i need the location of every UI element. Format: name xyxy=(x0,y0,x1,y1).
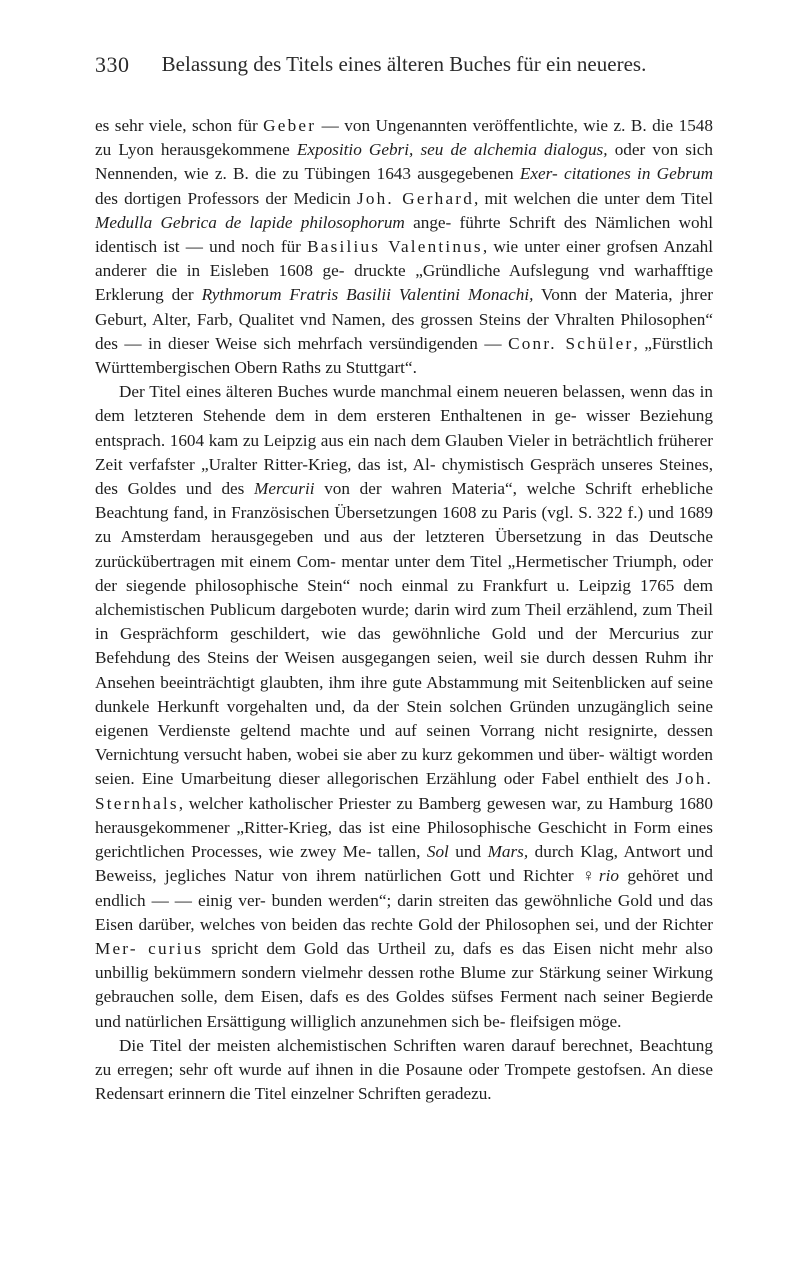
page-number: 330 xyxy=(95,52,130,77)
spaced-name: Joh. Sternhals xyxy=(95,769,713,813)
text-run: Die Titel der meisten alchemistischen Schriften waren darauf berechnet, Beachtung zu erregen; sehr oft wurde auf ihnen in die Posaune oder Trompete gestofsen. An diese Redensart erinnern die Titel einzelner Schriften geradezu. xyxy=(95,1035,713,1104)
text-run: durch Klag, Antwort und Beweiss, jegliches Natur von ihrem natürlichen Gott und Richter xyxy=(95,842,714,886)
text-run: Vonn der Materia, jhrer Geburt, Alter, Farb, Qualitet vnd Namen, des grossen Steins der Vhralten Philosophen“ des — in dieser Weise sich mehrfach versündigenden — xyxy=(95,285,714,353)
text-run: spricht dem Gold das Urtheil zu, dafs es das Eisen nicht mehr also unbillig bekümmern sondern vielmehr dessen rothe Blume zur Stärkung seiner Wirkung gebrauchen solle, dem Eisen, dafs es des Goldes süfses Ferment nach seiner Begierde und natürlichen Ersättigung williglich anzunehmen sich be- fleifsigen möge. xyxy=(95,938,713,1031)
spaced-name: Joh. Gerhard xyxy=(356,188,474,208)
italic-title: Mercurii xyxy=(254,479,315,499)
text-run: , mit welchen die unter dem Titel xyxy=(474,188,713,208)
text-run: ange- führte Schrift des Nämlichen wohl identisch ist — und noch für xyxy=(95,212,713,257)
text-run: oder von sich Nennenden, wie z. B. die zu Tübingen 1643 ausgegebenen xyxy=(95,140,713,184)
body-text xyxy=(95,114,713,1106)
page-header xyxy=(95,52,713,92)
italic-title: Medulla Gebrica de lapide philosophorum xyxy=(95,212,405,232)
italic-title: Sol xyxy=(426,842,449,862)
spaced-name: Geber xyxy=(263,116,317,135)
text-run: — von Ungenannten veröffentlichte, wie z. B. die 1548 zu Lyon herausgekommene xyxy=(95,116,713,160)
text-run: gehöret und endlich — — einig ver- bunden werden“; darin streiten das gewöhnliche Gold und das Eisen darüber, welches von beiden das rechte Gold der Philosophen sei, und der Richter xyxy=(95,866,713,934)
text-run: , wie unter einer grofsen Anzahl anderer die in Eisleben 1608 ge- druckte „Gründliche Aufslegung vnd warhafftige Erklerung der xyxy=(95,237,714,305)
text-run: Der Titel eines älteren Buches wurde manchmal einem neueren belassen, wenn das in dem letzteren Stehende dem in dem ersteren Enthaltenen in ge- wisser Beziehung entsprach. 1604 kam zu Leipzig aus ein nach dem Glauben Vieler in beträchtlich früherer Zeit verfafster „Uralter Ritter-Krieg, das ist, Al- chymistisch Gespräch unseres Steines, des Goldes und des xyxy=(95,382,713,499)
paragraph xyxy=(95,380,713,1033)
spaced-name: Mer- curius xyxy=(95,938,204,958)
running-title: Belassung des Titels eines älteren Buches für ein neueres. xyxy=(161,52,647,76)
italic-title: Exer- citationes in Gebrum xyxy=(519,164,713,184)
text-run: , „Fürstlich Württembergischen Obern Raths zu Stuttgart“. xyxy=(95,333,714,378)
paragraph xyxy=(95,1034,713,1107)
italic-title: ♀rio xyxy=(581,866,619,886)
text-run: und xyxy=(448,842,488,862)
text-run: von der wahren Materia“, welche Schrift erhebliche Beachtung fand, in Französischen Übersetzungen 1608 zu Paris (vgl. S. 322 f.) und 1689 zu Amsterdam herausgegeben und aus der letzteren Übersetzung in das Deutsche zurückübertragen mit einem Com- mentar unter dem Titel „Hermetischer Triumph, oder der siegende philosophische Stein“ noch einmal zu Frankfurt u. Leipzig 1765 dem alchemistischen Publicum dargeboten wurde; darin wird zum Theil erzählend, zum Theil in Gesprächform geschildert, wie das gewöhnliche Gold und der Mercurius zur Befehdung des Steins der Weisen ausgegangen seien, weil sie durch dessen Ruhm ihr Ansehen beeinträchtigt glaubten, ihm ihre gute Abstammung mit Seitenblicken auf seine dunkele Herkunft vorgehalten und, da der Stein solchen Gründen unzugänglich seine eigenen Verdienste geltend machte und auf seinen Vorrang nicht resignirte, dessen Vernichtung versucht haben, wobei sie aber zu kurz gekommen und über- wältigt worden seien. Eine Umarbeitung dieser allegorischen Erzählung oder Fabel enthielt des xyxy=(95,479,713,789)
text-run: es sehr viele, schon für xyxy=(95,116,264,135)
italic-title: Rythmorum Fratris Basilii Valentini Monachi, xyxy=(201,285,534,305)
spaced-name: Basilius Valentinus xyxy=(307,237,483,257)
paragraph xyxy=(95,114,713,380)
italic-title: Mars, xyxy=(487,842,529,862)
text-run: des dortigen Professors der Medicin xyxy=(95,188,357,208)
spaced-name: Conr. Schüler xyxy=(508,333,634,353)
text-run: , welcher katholischer Priester zu Bamberg gewesen war, zu Hamburg 1680 herausgekommener „Ritter-Krieg, das ist eine Philosophische Geschicht in Form eines gerichtlichen Processes, wie zwey Me- tallen, xyxy=(95,793,713,862)
italic-title: Expositio Gebri, seu de alchemia dialogus, xyxy=(296,140,608,160)
